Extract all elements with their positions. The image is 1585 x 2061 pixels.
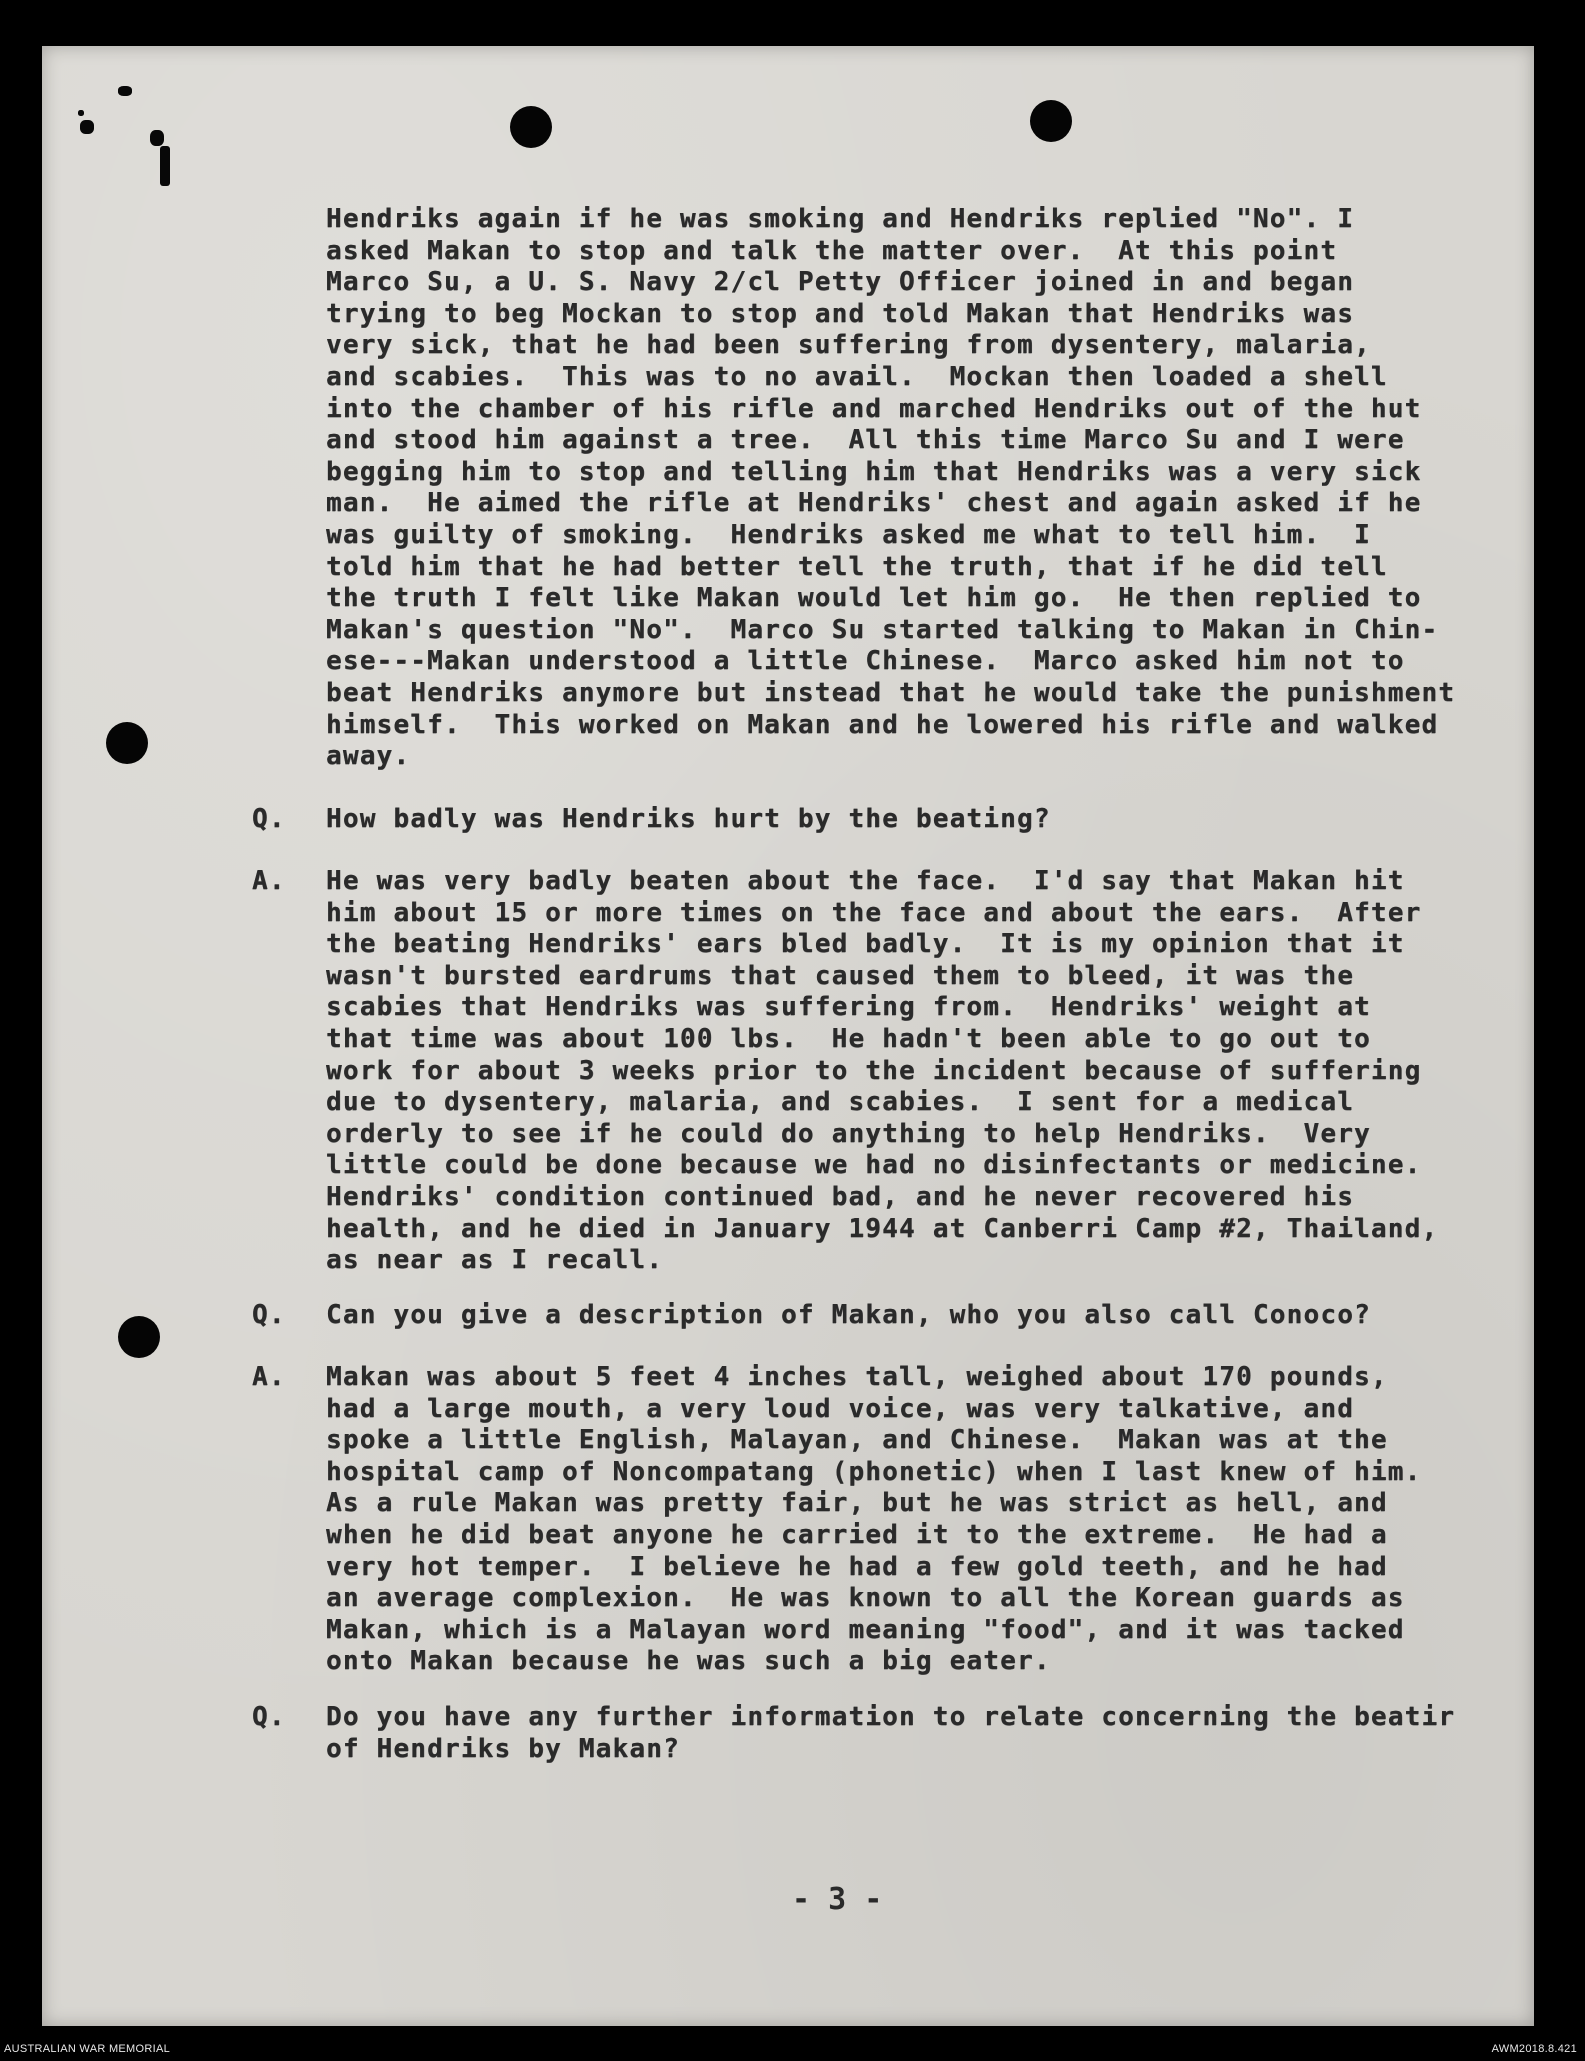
text-line: Makan's question "No". Marco Su started talking to Makan in Chin- [326,614,1439,645]
answer-marker: A. [252,1362,286,1392]
footer-reference-number: AWM2018.8.421 [1491,2043,1577,2055]
text-line: was guilty of smoking. Hendriks asked me what to tell him. I [326,519,1371,550]
text-line: Makan, which is a Malayan word meaning "food", and it was tacked [326,1614,1405,1645]
question-3 [326,1702,1455,1765]
question-marker: Q. [252,1300,286,1330]
text-line: Hendriks again if he was smoking and Hendriks replied "No". I [326,204,1355,234]
question-marker: Q. [252,1702,286,1732]
text-line: wasn't bursted eardrums that caused them to bleed, it was the [326,960,1355,991]
text-line: As a rule Makan was pretty fair, but he was strict as hell, and [326,1488,1388,1519]
text-line: him about 15 or more times on the face and about the ears. After [326,897,1422,928]
text-line: trying to beg Mockan to stop and told Makan that Hendriks was [326,298,1355,329]
text-line: Makan was about 5 feet 4 inches tall, weighed about 170 pounds, [326,1362,1388,1392]
text-line: begging him to stop and telling him that Hendriks was a very sick [326,456,1422,487]
text-line: work for about 3 weeks prior to the incident because of suffering [326,1055,1422,1086]
text-line: Can you give a description of Makan, who you also call Conoco? [326,1300,1371,1330]
answer-marker: A. [252,866,286,896]
answer-2 [326,1362,1421,1678]
text-line: man. He aimed the rifle at Hendriks' chest and again asked if he [326,488,1422,519]
question-marker: Q. [252,804,286,834]
text-line: little could be done because we had no disinfectants or medicine. [326,1150,1422,1181]
text-line: into the chamber of his rifle and marched Hendriks out of the hut [326,393,1422,424]
typewritten-text [42,46,1534,2026]
text-line: How badly was Hendriks hurt by the beating? [326,804,1051,834]
page-number: - 3 - [792,1882,883,1917]
text-line: the beating Hendriks' ears bled badly. It is my opinion that it [326,929,1405,960]
text-line: onto Makan because he was such a big eater. [326,1646,1051,1677]
text-line: told him that he had better tell the truth, that if he did tell [326,551,1388,582]
question-1 [326,804,1051,836]
text-line: Hendriks' condition continued bad, and he never recovered his [326,1181,1355,1212]
text-line: due to dysentery, malaria, and scabies. I sent for a medical [326,1087,1355,1118]
text-line: away. [326,741,411,772]
text-line: spoke a little English, Malayan, and Chinese. Makan was at the [326,1425,1388,1456]
text-line: beat Hendriks anymore but instead that he would take the punishment [326,677,1456,708]
text-line: asked Makan to stop and talk the matter over. At this point [326,235,1338,266]
text-line: very hot temper. I believe he had a few gold teeth, and he had [326,1551,1388,1582]
text-line: scabies that Hendriks was suffering from. Hendriks' weight at [326,992,1371,1023]
text-line: and scabies. This was to no avail. Mockan then loaded a shell [326,361,1388,392]
text-line: of Hendriks by Makan? [326,1733,680,1764]
text-line: Do you have any further information to relate concerning the beatir [326,1702,1456,1732]
answer-1 [326,866,1438,1277]
text-line: very sick, that he had been suffering from dysentery, malaria, [326,330,1371,361]
text-line: as near as I recall. [326,1245,664,1276]
text-line: himself. This worked on Makan and he lowered his rifle and walked [326,709,1439,740]
text-line: an average complexion. He was known to all the Korean guards as [326,1583,1405,1614]
text-line: that time was about 100 lbs. He hadn't been able to go out to [326,1023,1371,1054]
text-line: Marco Su, a U. S. Navy 2/cl Petty Officer joined in and began [326,267,1355,298]
text-line: He was very badly beaten about the face. I'd say that Makan hit [326,866,1405,896]
text-line: health, and he died in January 1944 at Canberri Camp #2, Thailand, [326,1213,1439,1244]
text-line: and stood him against a tree. All this time Marco Su and I were [326,425,1405,456]
text-line: had a large mouth, a very loud voice, was very talkative, and [326,1393,1355,1424]
continuation-paragraph [326,204,1455,773]
text-line: the truth I felt like Makan would let him go. He then replied to [326,583,1422,614]
footer-archive-name: AUSTRALIAN WAR MEMORIAL [4,2043,171,2055]
text-line: ese---Makan understood a little Chinese. Marco asked him not to [326,646,1405,677]
text-line: hospital camp of Noncompatang (phonetic) when I last knew of him. [326,1456,1422,1487]
document-page [42,46,1534,2026]
text-line: orderly to see if he could do anything to help Hendriks. Very [326,1118,1371,1149]
text-line: when he did beat anyone he carried it to the extreme. He had a [326,1519,1388,1550]
question-2 [326,1300,1371,1332]
